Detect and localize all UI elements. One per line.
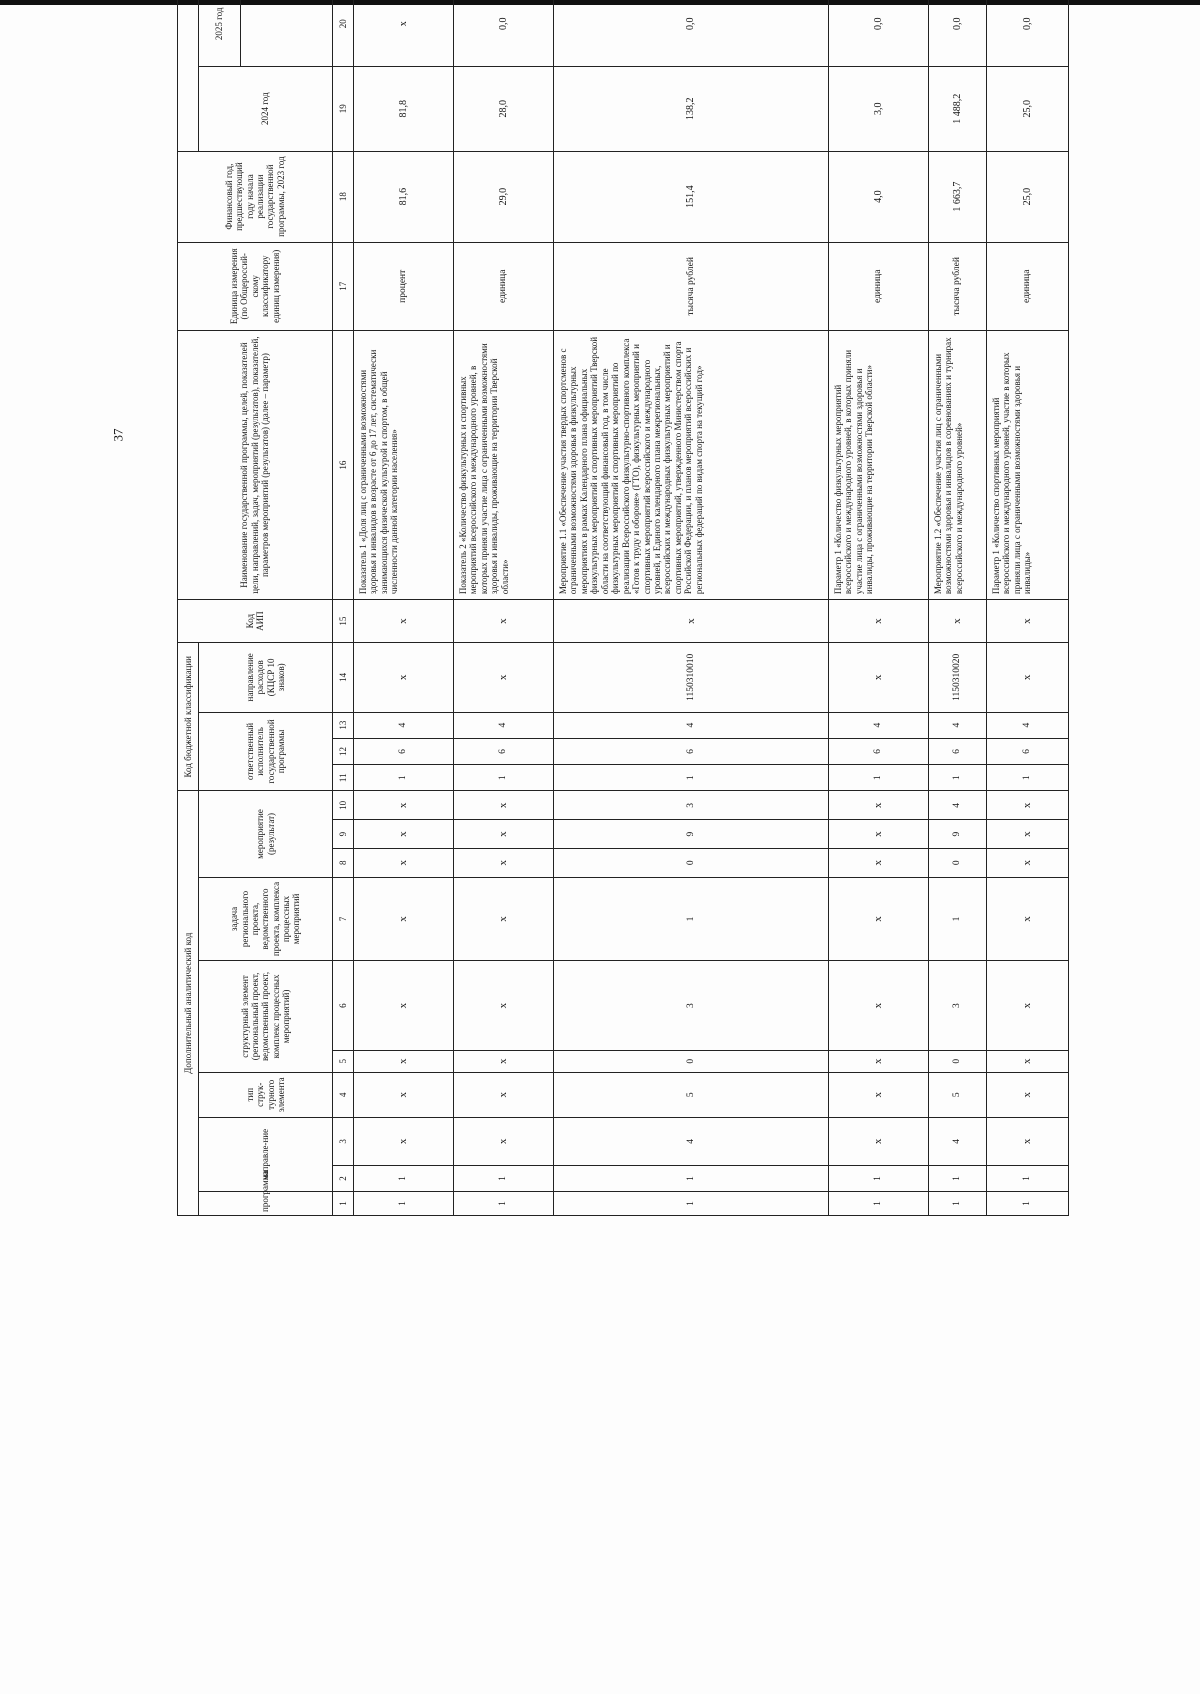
column-number: 15	[333, 600, 354, 643]
row-unit: тысяча рублей	[929, 242, 987, 330]
row-name: Показатель 2 «Количество физкультурных и спортивных мероприятий всероссийского и международного уровней, в которых приняли участие лица с ограниченными возможностями здоровья и инвалиды, проживающие на территории Тверской области»	[454, 331, 554, 600]
header-name: Наименование государственной программы, целей, показателей цели, направлений, задач, мероприятий (результатов), показателей, параметров мероприятий (результатов) (далее – параметр)	[178, 331, 333, 600]
row-code: 0	[929, 1051, 987, 1073]
column-number: 1	[333, 1192, 354, 1216]
row-code: x	[987, 1072, 1069, 1117]
row-code: x	[987, 791, 1069, 820]
row-value: 0,0	[454, 0, 554, 66]
row-code: 1	[554, 1192, 829, 1216]
row-value: 0,0	[987, 0, 1069, 66]
row-code: x	[454, 1117, 554, 1165]
row-code: 4	[929, 712, 987, 738]
row-code: x	[354, 791, 454, 820]
row-code: x	[987, 1051, 1069, 1073]
row-code: 1	[454, 1192, 554, 1216]
row-code: x	[354, 961, 454, 1051]
row-code: 1	[929, 877, 987, 961]
header-base-year: Финансовый год, предшествующий году начала реализации государственной программы, 2023 год	[178, 151, 333, 242]
header-task: задача регионального проекта, ведомственного проекта, комплекса процессных мероприятий	[199, 877, 333, 961]
row-code: x	[829, 1072, 929, 1117]
row-code: 3	[554, 791, 829, 820]
row-code: x	[454, 820, 554, 849]
row-code: x	[354, 848, 454, 877]
row-code: 6	[929, 738, 987, 764]
row-name: Параметр 1 «Количество спортивных мероприятий всероссийского и международного уровней, участие в которых приняли лица с ограниченными возможностями здоровья и инвалиды»	[987, 331, 1069, 600]
row-code: 1	[829, 1192, 929, 1216]
row-code: 4	[987, 712, 1069, 738]
row-code: x	[454, 877, 554, 961]
column-number: 20	[333, 0, 354, 66]
row-unit: единица	[987, 242, 1069, 330]
row-unit: тысяча рублей	[554, 242, 829, 330]
row-code: 6	[554, 738, 829, 764]
row-code: 1	[354, 765, 454, 791]
row-code: x	[829, 600, 929, 643]
row-code: 9	[554, 820, 829, 849]
row-code: x	[829, 1051, 929, 1073]
header-unit: Единица измерения (по Общероссий-скому классификатору единиц измерения)	[178, 242, 333, 330]
row-code: x	[354, 600, 454, 643]
row-code: x	[454, 1072, 554, 1117]
row-value: 0,0	[929, 0, 987, 66]
header-additional-code: Дополнительный аналитический код	[178, 791, 199, 1216]
row-code: 0	[929, 848, 987, 877]
row-unit: процент	[354, 242, 454, 330]
header-spacer	[241, 0, 333, 66]
row-value: 81,8	[354, 66, 454, 151]
budget-table	[177, 0, 1069, 1216]
row-code: 1	[929, 765, 987, 791]
row-code: 4	[554, 1117, 829, 1165]
row-code: 1	[987, 1165, 1069, 1191]
row-code: 4	[454, 712, 554, 738]
row-code: x	[987, 961, 1069, 1051]
row-value: 25,0	[987, 151, 1069, 242]
column-number: 2	[333, 1165, 354, 1191]
column-number-row	[333, 0, 354, 1216]
row-code: x	[987, 643, 1069, 712]
row-code: 6	[354, 738, 454, 764]
row-value: 151,4	[554, 151, 829, 242]
row-code: 1	[454, 1165, 554, 1191]
row-unit: единица	[829, 242, 929, 330]
row-code: 1	[554, 1165, 829, 1191]
row-code: x	[454, 848, 554, 877]
row-code: 6	[454, 738, 554, 764]
row-code: x	[554, 600, 829, 643]
row-code: x	[454, 961, 554, 1051]
row-value: 81,6	[354, 151, 454, 242]
row-value: 3,0	[829, 66, 929, 151]
header-year-2025: 2025 год	[199, 0, 241, 66]
row-value: 0,0	[829, 0, 929, 66]
row-code: 1	[554, 765, 829, 791]
row-code: x	[354, 1051, 454, 1073]
row-code: x	[829, 643, 929, 712]
header-event: мероприятие (результат)	[199, 791, 333, 877]
header-budget-code: Код бюджетной классификации	[178, 643, 199, 791]
column-number-row	[333, 0, 354, 1216]
row-code: 3	[929, 961, 987, 1051]
row-code: x	[987, 1117, 1069, 1165]
row-code: 4	[929, 791, 987, 820]
header-program: программа	[199, 1192, 333, 1216]
row-code: x	[354, 1117, 454, 1165]
rotated-table-sheet	[177, 0, 1117, 1216]
header-expense-direction: направление расходов (КЦСР 10 знаков)	[199, 643, 333, 712]
row-code: x	[354, 877, 454, 961]
row-code: x	[829, 848, 929, 877]
column-number: 5	[333, 1051, 354, 1073]
row-code: 5	[929, 1072, 987, 1117]
row-code: x	[454, 600, 554, 643]
column-number: 9	[333, 820, 354, 849]
row-code: 1150310020	[929, 643, 987, 712]
header-aip-code: Код АИП	[178, 600, 333, 643]
row-value: 138,2	[554, 66, 829, 151]
row-code: 1	[829, 1165, 929, 1191]
row-code: 1	[829, 765, 929, 791]
row-value: 1 663,7	[929, 151, 987, 242]
column-number: 17	[333, 242, 354, 330]
row-code: x	[454, 1051, 554, 1073]
header-structural-type: тип струк-турного элемента	[199, 1072, 333, 1117]
row-code: x	[829, 961, 929, 1051]
column-number: 11	[333, 765, 354, 791]
row-code: x	[829, 1117, 929, 1165]
table-row	[929, 0, 987, 1216]
header-year-2024: 2024 год	[199, 66, 333, 151]
table-row	[354, 0, 454, 1216]
column-number: 7	[333, 877, 354, 961]
row-value: 29,0	[454, 151, 554, 242]
row-code: x	[454, 791, 554, 820]
row-name: Мероприятие 1.1 «Обеспечение участия твердых спортсменов с ограниченными возможностями здоровья в физкультурных мероприятиях в рамках Календарного плана официальных физкультурных мероприятий и спортивных мероприятий Тверской области на соответствующий финансовый год, в том числе физкультурных мероприятий и спортивных мероприятий по реализации Всероссийского физкультурно-спортивного комплекса «Готов к труду и обороне» (ГТО), физкультурных мероприятий и спортивных мероприятий всероссийского и международного уровней, и Единого календарного плана межрегиональных, всероссийских и международных физкультурных мероприятий и спортивных мероприятий, утвержденного Министерством спорта Российской Федерации, и планов мероприятий всероссийских и региональных федераций по видам спорта на текущий год»	[554, 331, 829, 600]
table-row	[829, 0, 929, 1216]
row-code: 1	[987, 1192, 1069, 1216]
header-direction: направле-ние	[199, 1117, 333, 1191]
row-code: 5	[554, 1072, 829, 1117]
row-code: x	[829, 791, 929, 820]
row-code: 4	[829, 712, 929, 738]
row-code: 1150310010	[554, 643, 829, 712]
column-number: 12	[333, 738, 354, 764]
row-code: 0	[554, 1051, 829, 1073]
column-number: 19	[333, 66, 354, 151]
row-code: 1	[354, 1165, 454, 1191]
row-code: 1	[354, 1192, 454, 1216]
column-number: 14	[333, 643, 354, 712]
row-name: Показатель 1 «Доля лиц с ограниченными возможностями здоровья и инвалидов в возрасте от 6 до 17 лет, систематически занимающихся физической культурой и спортом, в общей численности данной категории населения»	[354, 331, 454, 600]
row-code: 4	[354, 712, 454, 738]
row-code: x	[987, 820, 1069, 849]
column-number: 8	[333, 848, 354, 877]
row-code: x	[354, 643, 454, 712]
row-code: 4	[554, 712, 829, 738]
row-name: Мероприятие 1.2 «Обеспечение участия лиц с ограниченными возможностями здоровья и инвалидов в соревнованиях и турнирах всероссийского и международного уровней»	[929, 331, 987, 600]
row-value: 1 488,2	[929, 66, 987, 151]
row-value: 25,0	[987, 66, 1069, 151]
row-unit: единица	[454, 242, 554, 330]
column-number: 13	[333, 712, 354, 738]
table-row	[454, 0, 554, 1216]
row-code: 1	[454, 765, 554, 791]
row-code: 0	[554, 848, 829, 877]
row-code: 6	[987, 738, 1069, 764]
table-row	[987, 0, 1069, 1216]
header-structural-element: структурный элемент (региональный проект, ведомственный проект, комплекс процессных мероприятий)	[199, 961, 333, 1072]
header-row-1	[178, 0, 199, 1216]
column-number: 3	[333, 1117, 354, 1165]
column-number: 16	[333, 331, 354, 600]
row-code: x	[454, 643, 554, 712]
row-code: 1	[929, 1192, 987, 1216]
row-code: 6	[829, 738, 929, 764]
row-code: x	[987, 600, 1069, 643]
column-number: 4	[333, 1072, 354, 1117]
row-code: 4	[929, 1117, 987, 1165]
row-code: 1	[929, 1165, 987, 1191]
row-code: x	[987, 848, 1069, 877]
row-code: 9	[929, 820, 987, 849]
row-code: 1	[987, 765, 1069, 791]
column-number: 18	[333, 151, 354, 242]
row-code: x	[354, 1072, 454, 1117]
row-code: 3	[554, 961, 829, 1051]
row-code: x	[829, 877, 929, 961]
row-value: 0,0	[554, 0, 829, 66]
page-number: 37	[110, 428, 126, 442]
row-code: x	[929, 600, 987, 643]
row-value: 4,0	[829, 151, 929, 242]
row-code: x	[354, 820, 454, 849]
header-implementation-years	[178, 0, 199, 151]
column-number: 6	[333, 961, 354, 1051]
row-code: x	[829, 820, 929, 849]
header-executor: ответственный исполнитель государственной программы	[199, 712, 333, 791]
row-value: 28,0	[454, 66, 554, 151]
row-name: Параметр 1 «Количество физкультурных мероприятий всероссийского и международного уровней, в которых приняли участие лица с ограниченными возможностями здоровья и инвалиды, проживающие на территории Тверской области»	[829, 331, 929, 600]
table-row	[554, 0, 829, 1216]
row-value: x	[354, 0, 454, 66]
column-number: 10	[333, 791, 354, 820]
row-code: 1	[554, 877, 829, 961]
row-code: x	[987, 877, 1069, 961]
data-rows	[354, 0, 1069, 1216]
